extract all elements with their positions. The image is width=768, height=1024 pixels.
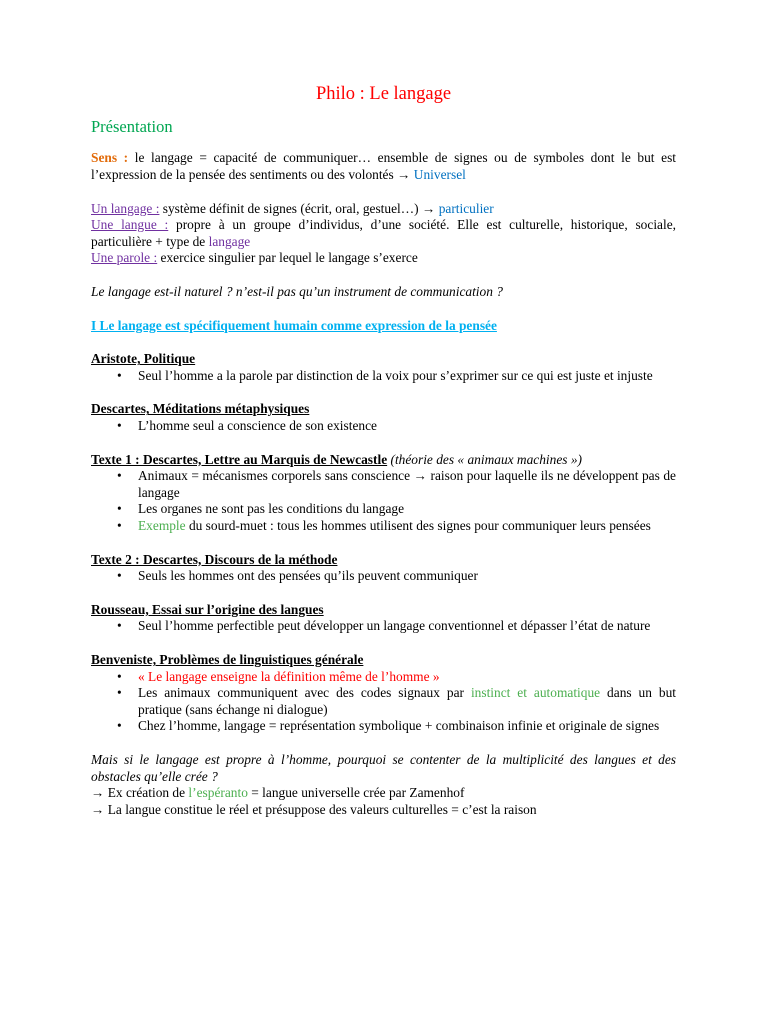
rousseau-list [91, 618, 676, 635]
sens-label: Sens : [91, 150, 129, 166]
bullet-icon: • [117, 718, 122, 734]
une-langue-langage: langage [208, 233, 251, 249]
un-langage-line [91, 201, 676, 218]
list-item: • Seul l’homme a la parole par distinction de la voix pour s’exprimer sur ce qui est juste et injuste [117, 367, 653, 383]
list-item: • Seul l’homme perfectible peut développer un langage conventionnel et dépasser l’état de nature [117, 618, 651, 634]
list-item: • Chez l’homme, langage = représentation symbolique + combinaison infinie et originale de signes [117, 718, 660, 734]
arrow-icon: → [413, 468, 427, 484]
sens-universel: Universel [410, 167, 466, 183]
bullet-icon: • [117, 517, 122, 533]
arrow-icon: → [421, 200, 436, 216]
bullet-icon: • [117, 367, 122, 383]
bullet-icon: • [117, 468, 122, 484]
list-item: • Exemple du sourd-muet : tous les hommes utilisent des signes pour communiquer leurs pensées [117, 517, 651, 533]
list-item: • Les animaux communiquent avec des codes signaux par instinct et automatique dans un but pratique (sans échange ni dialogue) [117, 685, 676, 717]
presentation-heading: Présentation [91, 117, 173, 137]
bullet-icon: • [117, 685, 122, 701]
list-item: • Animaux = mécanismes corporels sans conscience → raison pour laquelle ils ne développent pas de langage [117, 468, 676, 500]
benveniste-heading: Benveniste, Problèmes de linguistiques générale [91, 651, 364, 667]
page-title: Philo : Le langage [315, 84, 452, 104]
une-parole-label: Une parole : [91, 250, 158, 266]
bullet-icon: • [117, 568, 122, 584]
une-parole-text: exercice singulier par lequel le langage s’exerce [157, 250, 418, 266]
texte2-heading: Texte 2 : Descartes, Discours de la méthode [91, 551, 338, 567]
benveniste-list [91, 669, 676, 735]
un-langage-label: Un langage : [91, 200, 160, 216]
list-item: • Seuls les hommes ont des pensées qu’ils peuvent communiquer [117, 568, 478, 584]
une-langue-line [91, 217, 676, 250]
texte2-list [91, 568, 676, 585]
bullet-icon: • [117, 618, 122, 634]
closing-question: Mais si le langage est propre à l’homme, pourquoi se contenter de la multiplicité des langues et des obstacles qu’elle crée ? [91, 751, 676, 784]
list-item: • « Le langage enseigne la définition même de l’homme » [117, 668, 440, 684]
rousseau-heading: Rousseau, Essai sur l’origine des langues [91, 601, 324, 617]
une-langue-label: Une langue : [91, 217, 169, 233]
closing-line-2: → La langue constitue le réel et présuppose des valeurs culturelles = c’est la raison [91, 801, 537, 817]
un-langage-particulier: particulier [435, 200, 494, 216]
texte1-note: (théorie des « animaux machines ») [387, 451, 583, 467]
intro-question: Le langage est-il naturel ? n’est-il pas qu’un instrument de communication ? [91, 284, 503, 300]
document-body [91, 84, 676, 818]
part1-heading: I Le langage est spécifiquement humain comme expression de la pensée [91, 317, 497, 333]
texte1-heading: Texte 1 : Descartes, Lettre au Marquis de Newcastle (théorie des « animaux machines ») [91, 451, 583, 467]
une-langue-text: propre à un groupe d’individus, d’une société. Elle est culturelle, historique, sociale, particulière + type de [91, 217, 676, 249]
aristote-heading: Aristote, Politique [91, 351, 196, 367]
aristote-list [91, 368, 676, 385]
texte1-list [91, 468, 676, 534]
bullet-icon: • [117, 501, 122, 517]
bullet-icon: • [117, 668, 122, 684]
bullet-icon: • [117, 418, 122, 434]
arrow-icon: → [91, 801, 105, 817]
list-item: • L’homme seul a conscience de son existence [117, 418, 377, 434]
closing-line-1: → Ex création de l’espéranto = langue universelle crée par Zamenhof [91, 785, 465, 801]
descartes-meditations-heading: Descartes, Méditations métaphysiques [91, 401, 310, 417]
sens-paragraph [91, 150, 676, 183]
list-item: • Les organes ne sont pas les conditions du langage [117, 501, 405, 517]
descartes-meditations-list [91, 418, 676, 435]
un-langage-text: système définit de signes (écrit, oral, gestuel…) [159, 200, 422, 216]
une-parole-line [91, 250, 676, 267]
arrow-icon: → [397, 167, 411, 183]
arrow-icon: → [91, 785, 105, 801]
sens-text: le langage = capacité de communiquer… ensemble de signes ou de symboles dont le but est l’expression de la pensée des sentiments ou des volontés [91, 150, 676, 183]
